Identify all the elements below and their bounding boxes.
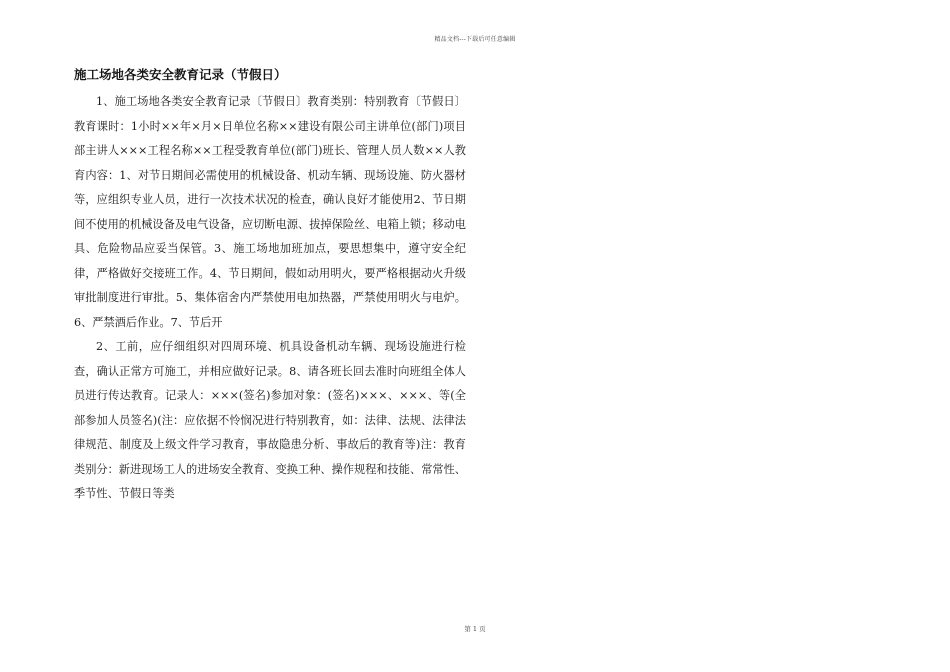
paragraph-2: 2、工前，应仔细组织对四周环境、机具设备机动车辆、现场设施进行检查，确认正常方可施工，并相应做好记录。8、请各班长回去准时向班组全体人员进行传达教育。记录人：×××(签名)参加对象：(签名)×××、×××、等(全部参加人员签名)(注：应依据不怜悯况进行特别教育，如：法律、法规、法律法律规范、制度及上级文件学习教育，事故隐患分析、事故后的教育等)注：教育类别分：新进现场工人的进场安全教育、变换工种、操作规程和技能、常常性、季节性、节假日等类 (74, 340, 466, 500)
page-number: 第 1 页 (464, 625, 486, 633)
header-note: 精品文档---下载后可任意编辑 (434, 36, 516, 43)
document-title: 施工场地各类安全教育记录（节假日） (74, 67, 287, 82)
document-body (74, 66, 466, 507)
paragraph-1: 1、施工场地各类安全教育记录〔节假日〕教育类别：特别教育〔节假日〕教育课时：1小时××年×月×日单位名称××建设有限公司主讲单位(部门)项目部主讲人×××工程名称××工程受教育单位(部门)班长、管理人员人数××人教育内容：1、对节日期间必需使用的机械设备、机动车辆、现场设施、防火器材等，应组织专业人员，进行一次技术状况的检查，确认良好才能使用2、节日期间不使用的机械设备及电气设备，应切断电源、拔掉保险丝、电箱上锁；移动电具、危险物品应妥当保管。3、施工场地加班加点，要思想集中，遵守安全纪律，严格做好交接班工作。4、节日期间，假如动用明火，要严格根据动火升级审批制度进行审批。5、集体宿舍内严禁使用电加热器，严禁使用明火与电炉。6、严禁酒后作业。7、节后开 (74, 95, 466, 329)
